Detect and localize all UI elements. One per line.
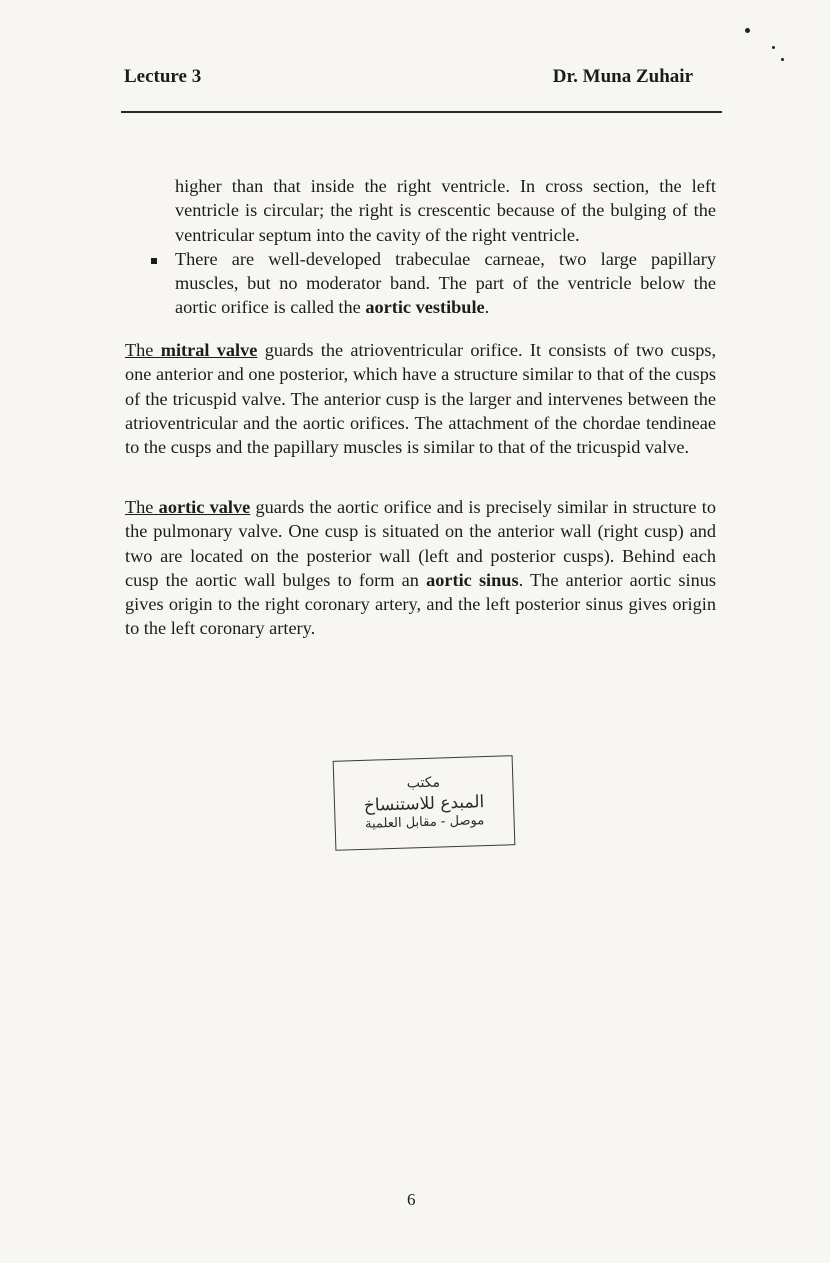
aortic-text-1: guards the aortic orifice and is precisely similar in structure to the pulmonary valve. One cusp is situated on the anterior wall (right cusp) and two are located on the posterior wall (left and posterior cusps). Behind each cusp the aortic wall bulges to form an bbox=[125, 497, 716, 590]
aortic-lead: The bbox=[125, 497, 154, 517]
mitral-valve-term: mitral valve bbox=[160, 340, 258, 360]
page-number: 6 bbox=[407, 1190, 416, 1209]
stamp-line-3: موصل - مقابل العلمية bbox=[364, 812, 485, 832]
list-item bbox=[175, 247, 716, 320]
lecture-label: Lecture 3 bbox=[124, 66, 202, 87]
aortic-sinus-term: aortic sinus bbox=[426, 569, 519, 590]
stamp-line-2: المبدع للاستنساخ bbox=[363, 791, 485, 816]
mitral-valve-paragraph bbox=[125, 338, 716, 459]
bullet-end: . bbox=[484, 297, 490, 318]
header-divider bbox=[121, 111, 722, 113]
bullet-text: There are well-developed trabeculae carneae, two large papillary muscles, but no moderator band. The part of the ventricle below the aortic orifice is called the bbox=[175, 248, 716, 318]
scan-speck bbox=[745, 28, 750, 33]
aortic-vestibule-term: aortic vestibule bbox=[365, 297, 485, 318]
aortic-text-2: . The anterior aortic sinus gives origin to the right coronary artery, and the left posterior sinus gives origin to the left coronary artery. bbox=[125, 569, 717, 639]
stamp-line-1: مكتب bbox=[406, 774, 441, 792]
aortic-valve-paragraph bbox=[125, 495, 716, 641]
print-shop-stamp bbox=[333, 755, 516, 851]
mitral-text: guards the atrioventricular orifice. It consists of two cusps, one anterior and one posterior, which have a structure similar to that of the cusps of the tricuspid valve. The anterior cusp is the larger and intervenes between the atrioventricular and the aortic orifices. The attachment of the chordae tendineae to the cusps and the papillary muscles is similar to that of the tricuspid valve. bbox=[125, 340, 717, 458]
scan-speck bbox=[772, 46, 775, 49]
mitral-lead: The bbox=[125, 340, 154, 360]
aortic-valve-term: aortic valve bbox=[158, 497, 251, 517]
left-ventricle-section bbox=[175, 174, 716, 320]
continuation-paragraph: higher than that inside the right ventricle. In cross section, the left ventricle is circular; the right is crescentic because of the bulging of the ventricular septum into the cavity of the right ventricle. bbox=[175, 176, 716, 245]
author-name: Dr. Muna Zuhair bbox=[552, 66, 693, 87]
bullet-list bbox=[175, 247, 716, 320]
square-bullet-icon bbox=[151, 258, 157, 264]
scan-speck bbox=[781, 58, 784, 61]
